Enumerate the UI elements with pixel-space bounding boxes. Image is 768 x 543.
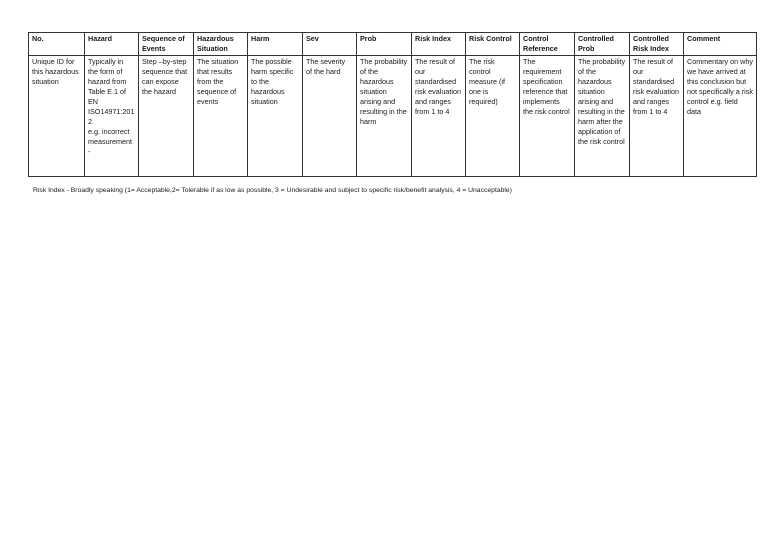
cell-text: The requirement specification reference that implements the risk control — [523, 57, 570, 116]
cell-text: The severity of the hard — [306, 57, 346, 76]
cell-risk-index — [412, 56, 466, 177]
cell-text: The possible harm specific to the hazardous situation — [251, 57, 294, 106]
cell-comment — [684, 56, 757, 177]
cell-control-reference — [520, 56, 575, 177]
cell-prob — [357, 56, 412, 177]
cell-harm — [248, 56, 303, 177]
cell-text: Commentary on why we have arrived at this conclusion but not specifically a risk control e.g. field data — [687, 57, 753, 116]
header-prob: Prob — [357, 33, 412, 56]
cell-text: Typically in the form of hazard from Table E.1 of EN ISO14971:2012. — [88, 57, 135, 126]
cell-controlled-prob — [575, 56, 630, 177]
cell-hazardous-situation — [194, 56, 248, 177]
cell-text: The probability of the hazardous situation arising and resulting in the harm — [360, 57, 408, 126]
cell-text: The result of our standardised risk evaluation and ranges from 1 to 4 — [633, 57, 679, 116]
cell-text: The risk control measure (if one is required) — [469, 57, 505, 106]
header-harm: Harm — [248, 33, 303, 56]
cell-text: The result of our standardised risk evaluation and ranges from 1 to 4 — [415, 57, 461, 116]
cell-hazard — [85, 56, 139, 177]
cell-text: Unique ID for this hazardous situation — [32, 57, 79, 86]
cell-text: The probability of the hazardous situation arising and resulting in the harm after the application of the risk control — [578, 57, 626, 146]
header-risk-index: Risk Index — [412, 33, 466, 56]
cell-text: e.g. incorrect measurement - — [88, 127, 132, 156]
cell-no — [29, 56, 85, 177]
header-hazard: Hazard — [85, 33, 139, 56]
header-controlled-risk-index: Controlled Risk Index — [630, 33, 684, 56]
cell-sequence-of-events — [139, 56, 194, 177]
cell-controlled-risk-index — [630, 56, 684, 177]
header-comment: Comment — [684, 33, 757, 56]
table-header-row — [29, 33, 757, 56]
cell-text: The situation that results from the sequence of events — [197, 57, 239, 106]
header-sev: Sev — [303, 33, 357, 56]
risk-index-note: Risk Index - Broadly speaking (1= Acceptable,2= Tolerable if as low as possible, 3 = Undesirable and subject to specific risk/benefit analysis, 4 = Unacceptable) — [33, 187, 512, 194]
header-no: No. — [29, 33, 85, 56]
header-sequence-of-events: Sequence of Events — [139, 33, 194, 56]
header-risk-control: Risk Control — [466, 33, 520, 56]
table-row — [29, 56, 757, 177]
header-control-reference: Control Reference — [520, 33, 575, 56]
cell-risk-control — [466, 56, 520, 177]
header-controlled-prob: Controlled Prob — [575, 33, 630, 56]
cell-sev — [303, 56, 357, 177]
risk-analysis-table — [28, 32, 757, 177]
cell-text: Step –by-step sequence that can expose the hazard — [142, 57, 188, 96]
header-hazardous-situation: Hazardous Situation — [194, 33, 248, 56]
